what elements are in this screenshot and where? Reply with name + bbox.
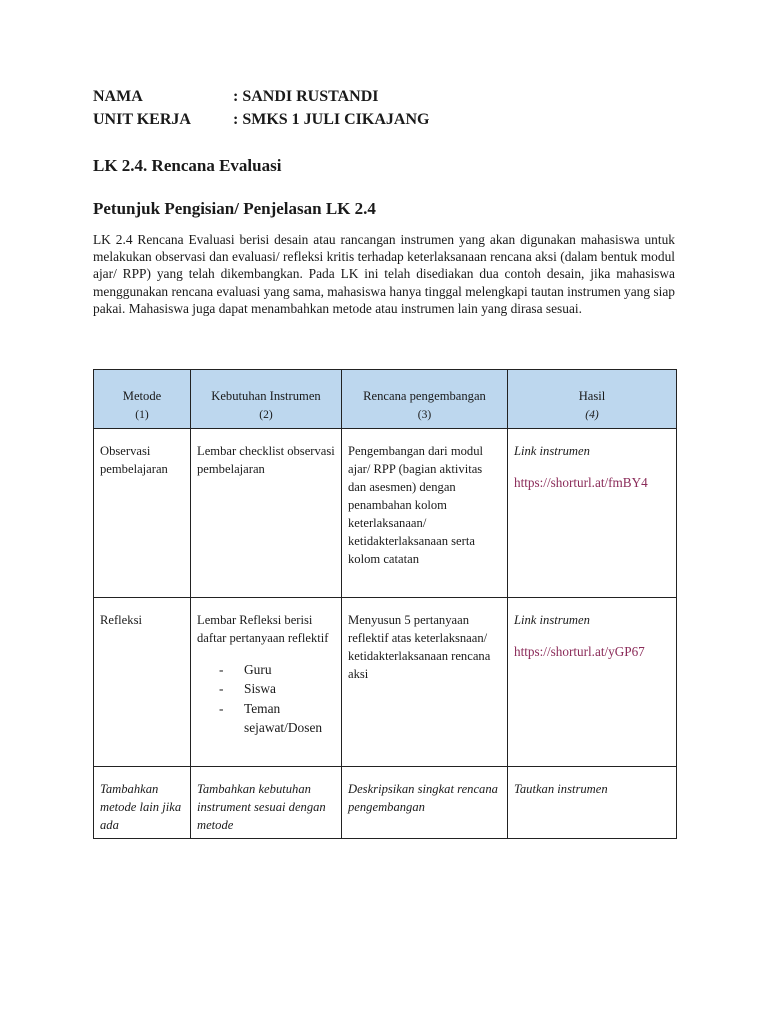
respondent-list [197, 660, 335, 738]
nama-label: NAMA [93, 88, 143, 105]
table-header-row [94, 370, 677, 429]
table-row [94, 429, 677, 598]
nama-value: : SANDI RUSTANDI [233, 88, 379, 105]
unit-kerja-line [93, 111, 429, 129]
col-label: Metode [122, 389, 162, 403]
col-label: Hasil [578, 389, 606, 403]
cell-metode: Refleksi [94, 598, 191, 767]
list-item: - Siswa [219, 679, 335, 698]
kebutuhan-text: Lembar Refleksi berisi daftar pertanyaan reflektif [197, 613, 329, 645]
cell-rencana: Menyusun 5 pertanyaan reflektif atas keterlaksnaan/ ketidakterlaksanaan rencana aksi [342, 598, 508, 767]
col-header-metode [94, 370, 191, 429]
table-row [94, 767, 677, 839]
instructions-title: Petunjuk Pengisian/ Penjelasan LK 2.4 [93, 199, 376, 218]
cell-metode: Tambahkan metode lain jika ada [94, 767, 191, 839]
section-title: LK 2.4. Rencana Evaluasi [93, 156, 282, 175]
col-header-hasil [508, 370, 677, 429]
col-header-rencana [342, 370, 508, 429]
col-number: (4) [585, 409, 599, 421]
list-item: - Teman sejawat/Dosen [219, 699, 335, 738]
unit-kerja-value: : SMKS 1 JULI CIKAJANG [233, 111, 430, 128]
cell-metode: Observasi pembelajaran [94, 429, 191, 598]
hasil-label: Link instrumen [514, 444, 590, 458]
cell-hasil [508, 598, 677, 767]
col-number: (2) [259, 409, 273, 421]
cell-rencana: Deskripsikan singkat rencana pengembangan [342, 767, 508, 839]
table-row [94, 598, 677, 767]
col-header-kebutuhan [191, 370, 342, 429]
cell-hasil: Tautkan instrumen [508, 767, 677, 839]
nama-line [93, 88, 379, 106]
instrument-link[interactable]: https://shorturl.at/yGP67 [514, 644, 645, 659]
cell-kebutuhan [191, 598, 342, 767]
col-number: (1) [135, 409, 149, 421]
col-label: Kebutuhan Instrumen [211, 389, 321, 403]
instructions-text: LK 2.4 Rencana Evaluasi berisi desain atau rancangan instrumen yang akan digunakan mahasiswa untuk melakukan observasi dan evaluasi/ refleksi kritis terhadap keterlaksanaan rencana aksi (dalam bentuk modul ajar/ RPP) yang telah dikembangkan. Pada LK ini telah disediakan dua contoh desain, jika mahasiswa menggunakan rencana evaluasi yang sama, mahasiswa hanya tinggal melengkapi tautan instrumen yang siap pakai. Mahasiswa juga dapat menambahkan metode atau instrumen lain yang dirasa sesuai. [93, 232, 675, 316]
col-number: (3) [417, 409, 432, 421]
cell-hasil [508, 429, 677, 598]
cell-kebutuhan: Lembar checklist observasi pembelajaran [191, 429, 342, 598]
instrument-link[interactable]: https://shorturl.at/fmBY4 [514, 475, 648, 490]
hasil-label: Link instrumen [514, 613, 590, 627]
cell-rencana: Pengembangan dari modul ajar/ RPP (bagian aktivitas dan asesmen) dengan penambahan kolom keterlaksanaan/ ketidakterlaksanaan serta kolom catatan [342, 429, 508, 598]
unit-kerja-label: UNIT KERJA [93, 111, 191, 128]
col-label: Rencana pengembangan [363, 389, 486, 403]
list-item: - Guru [219, 660, 335, 679]
cell-kebutuhan: Tambahkan kebutuhan instrument sesuai dengan metode [191, 767, 342, 839]
evaluation-plan-table [93, 369, 677, 839]
